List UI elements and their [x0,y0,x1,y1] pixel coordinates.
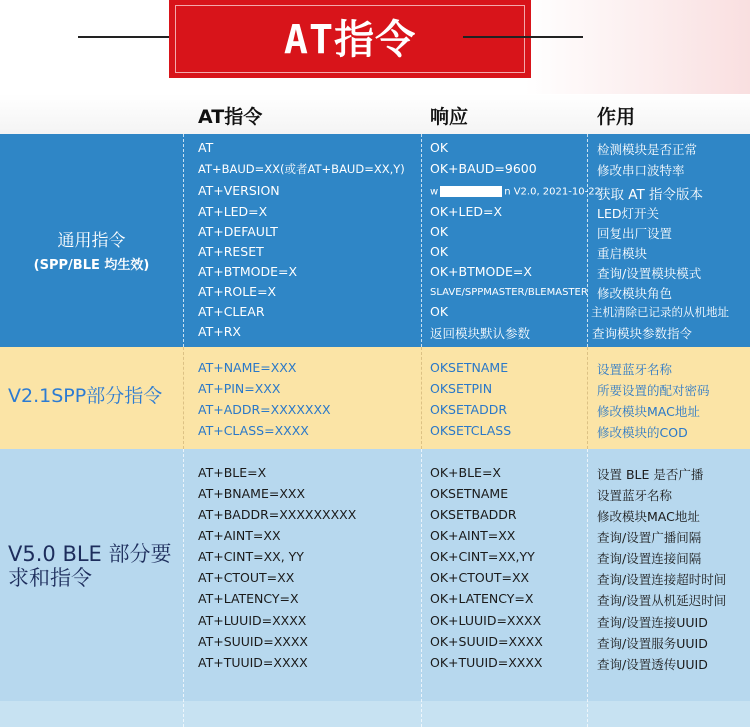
cell-cmd: AT+ADDR=XXXXXXX [198,402,331,417]
cell-func: 检测模块是否正常 [597,142,698,157]
cell-cmd: AT+DEFAULT [198,224,278,239]
table-row [0,204,750,224]
table-row [0,183,750,203]
cell-resp: 返回模块默认参数 [430,326,531,341]
cell-resp: OK+BTMODE=X [430,264,532,279]
table-row [0,284,750,304]
cell-cmd: AT+SUUID=XXXX [198,634,308,649]
cell-resp: OK [430,304,449,319]
table-header [0,94,750,134]
cell-cmd: AT+VERSION [198,183,280,198]
header-resp: 响应 [430,106,469,128]
cell-resp: OKSETNAME [430,360,509,375]
cell-func: 查询/设置透传UUID [597,657,708,672]
resp-suffix: n V2.0, 2021-10-22 [504,186,601,198]
table-row [0,224,750,244]
cell-func: 回复出厂设置 [597,226,673,241]
header-func: 作用 [597,106,636,128]
table-row [0,549,750,569]
cell-cmd: AT+BTMODE=X [198,264,298,279]
table-row [0,402,750,422]
cell-func: 设置蓝牙名称 [597,362,673,377]
section-label-line1: 通用指令 [57,231,126,251]
table-row [0,304,750,324]
cell-resp: OKSETPIN [430,381,493,396]
cell-cmd: AT+CLASS=XXXX [198,423,309,438]
cell-func: 查询/设置从机延迟时间 [597,593,727,608]
resp-prefix: w [430,186,439,198]
cell-cmd: AT+TUUID=XXXX [198,655,308,670]
cell-cmd: AT+BAUD=XX(或者AT+BAUD=XX,Y) [198,162,405,176]
cell-cmd: AT+CLEAR [198,304,265,319]
table-row [0,465,750,485]
table-row [0,360,750,380]
cell-cmd: AT [198,140,214,155]
table-row [0,324,750,344]
cell-cmd: AT+LED=X [198,204,268,219]
table-row [0,507,750,527]
table-row [0,161,750,181]
section-general [0,134,750,347]
cell-cmd: AT+RX [198,324,241,339]
redaction-bar [440,186,502,197]
table-row [0,655,750,675]
cell-resp: OK+CINT=XX,YY [430,549,535,564]
cell-func: 获取 AT 指令版本 [597,187,704,203]
cell-cmd: AT+BLE=X [198,465,267,480]
cell-func: 查询/设置模块模式 [597,266,702,281]
table-row [0,140,750,160]
table-row [0,264,750,284]
cell-cmd: AT+LATENCY=X [198,591,299,606]
cell-cmd: AT+BADDR=XXXXXXXXX [198,507,357,522]
bottom-band [0,701,750,727]
section-label-line2: (SPP/BLE 均生效) [33,258,150,273]
cell-resp: OK [430,244,449,259]
cell-resp: OK+BLE=X [430,465,501,480]
table-row [0,591,750,611]
cell-cmd: AT+RESET [198,244,264,259]
table-row [0,423,750,443]
cell-func: 修改模块MAC地址 [597,509,700,524]
table-row [0,634,750,654]
cell-cmd: AT+NAME=XXX [198,360,297,375]
cell-func: 修改串口波特率 [597,163,685,178]
cell-func: 设置 BLE 是否广播 [597,467,704,482]
table-row [0,528,750,548]
cell-resp: OK+LATENCY=X [430,591,534,606]
cell-func: 主机清除已记录的从机地址 [591,305,729,319]
cell-resp: SLAVE/SPPMASTER/BLEMASTER [430,287,588,298]
header-cmd: AT指令 [198,106,263,128]
cell-func: 修改模块MAC地址 [597,404,700,419]
cell-cmd: AT+AINT=XX [198,528,281,543]
cell-resp: OK+LUUID=XXXX [430,613,542,628]
section-label-spp: V2.1SPP部分指令 [8,385,163,407]
cell-resp [430,186,601,198]
cell-func: 查询/设置连接间隔 [597,551,702,566]
cell-resp: OK+LED=X [430,204,503,219]
cell-cmd: AT+CTOUT=XX [198,570,295,585]
cell-resp: OK+TUUID=XXXX [430,655,543,670]
section-label-line1: V5.0 BLE 部分要 [8,542,172,566]
cell-cmd: AT+ROLE=X [198,284,277,299]
cell-func: LED灯开关 [597,206,659,221]
cell-resp: OK+AINT=XX [430,528,516,543]
cell-func: 设置蓝牙名称 [597,488,673,503]
title-decor-line-right [463,36,583,38]
cell-resp: OK+BAUD=9600 [430,161,537,176]
table-row [0,486,750,506]
cell-func: 修改模块角色 [597,286,673,301]
section-spp [0,347,750,449]
cell-resp: OKSETNAME [430,486,509,501]
cell-resp: OKSETBADDR [430,507,517,522]
cell-func: 查询模块参数指令 [592,326,693,341]
cell-resp: OKSETCLASS [430,423,512,438]
cell-resp: OK+SUUID=XXXX [430,634,543,649]
cell-func: 修改模块的COD [597,425,688,440]
cell-cmd: AT+LUUID=XXXX [198,613,307,628]
section-ble [0,449,750,727]
table-row [0,244,750,264]
cell-func: 查询/设置连接UUID [597,615,708,630]
table-row [0,570,750,590]
table-row [0,613,750,633]
cell-resp: OK+CTOUT=XX [430,570,530,585]
cell-cmd: AT+PIN=XXX [198,381,281,396]
cell-func: 查询/设置服务UUID [597,636,708,651]
cell-func: 查询/设置广播间隔 [597,530,702,545]
section-label-line2: 求和指令 [8,566,92,590]
cell-cmd: AT+BNAME=XXX [198,486,306,501]
cell-resp: OK [430,140,449,155]
cell-func: 所要设置的配对密码 [597,383,710,398]
cell-func: 查询/设置连接超时时间 [597,572,727,587]
at-command-table [0,94,750,727]
cell-func: 重启模块 [597,246,648,261]
cell-resp: OK [430,224,449,239]
title-banner [169,0,531,78]
page-title: AT指令 [283,17,417,63]
table-row [0,381,750,401]
cell-resp: OKSETADDR [430,402,508,417]
cell-cmd: AT+CINT=XX, YY [198,549,304,564]
